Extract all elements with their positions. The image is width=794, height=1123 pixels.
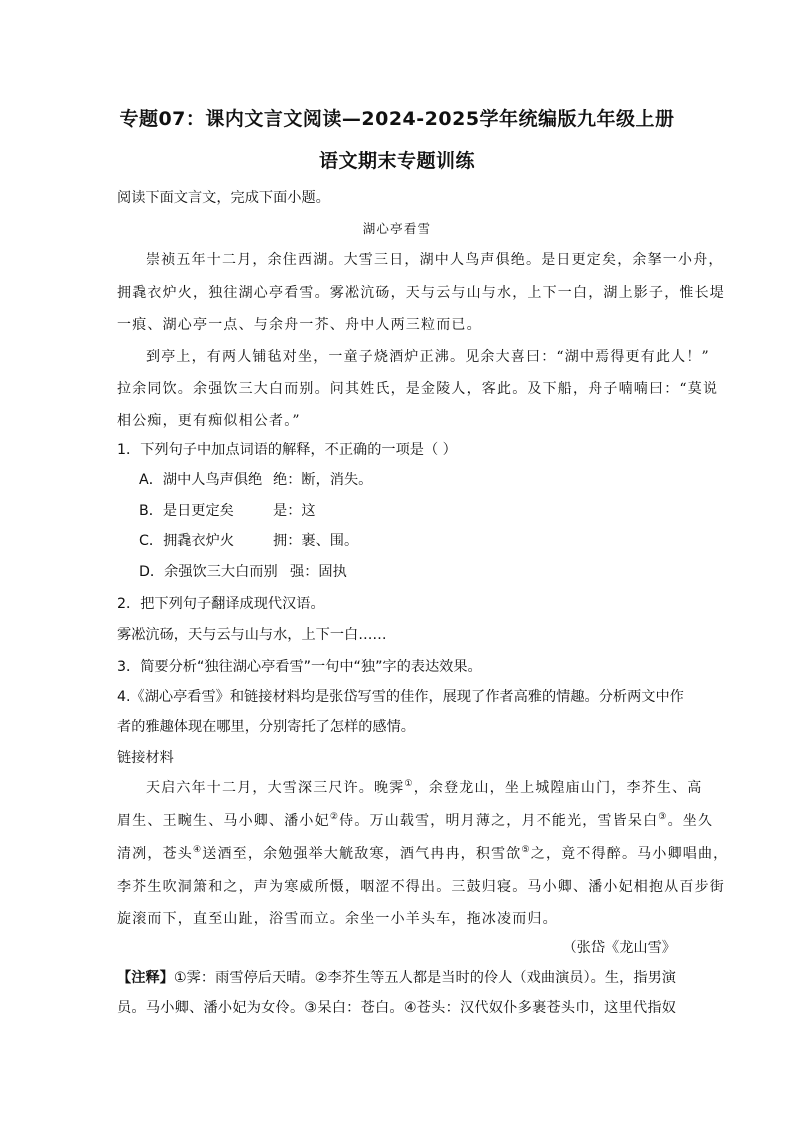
text-segment: 天启六年十二月，大雪深三尺许。晚霁: [146, 780, 405, 796]
link-material-line1: [146, 777, 703, 797]
passage-p1-line3: 一痕、湖心亭一点、与余舟一芥、舟中人两三粒而已。: [117, 317, 482, 333]
passage-p2-line2: 拉余同饮。余强饮三大白而别。问其姓氏，是金陵人，客此。及下船，舟子喃喃曰：“莫说: [117, 381, 719, 397]
notes-label: 【注释】: [117, 970, 174, 986]
note-marker: ⑤: [521, 845, 531, 855]
link-material-line3: [117, 843, 729, 863]
question-2-stem: 2．把下列句子翻译成现代汉语。: [117, 596, 325, 612]
doc-title-line1: 专题07：课内文言文阅读—2024-2025学年统编版九年级上册: [119, 108, 675, 130]
link-material-line2: [117, 810, 714, 830]
option-letter: C．: [139, 533, 164, 549]
link-material-source: （张岱《龙山雪》: [562, 940, 676, 956]
option-letter: D．: [139, 564, 165, 580]
passage-p1-line1: 崇祯五年十二月，余住西湖。大雪三日，湖中人鸟声俱绝。是日更定矣，余拏一小舟，: [146, 252, 724, 268]
question-1-option-a: [139, 469, 262, 489]
question-1-option-a-gloss: 绝：断，消失。: [273, 472, 373, 488]
option-sentence: 是日更定矣: [162, 503, 234, 519]
text-segment: ，余登龙山，坐上城隍庙山门，李芥生、高: [413, 780, 703, 796]
note-marker: ②: [329, 812, 340, 822]
question-1-option-b-gloss: 是：这: [273, 503, 316, 519]
link-material-label: 链接材料: [117, 750, 174, 766]
question-1-option-d-gloss: 强：固执: [290, 564, 347, 580]
question-2-sentence: 雾凇沆砀，天与云与山与水，上下一白……: [117, 627, 387, 643]
text-segment: 侍。万山载雪，明月薄之，月不能光，雪皆呆白: [339, 813, 659, 829]
question-1-option-d: [139, 561, 278, 581]
question-4-line1: 4.《湖心亭看雪》和链接材料均是张岱写雪的佳作，展现了作者高雅的情趣。分析两文中作: [117, 689, 684, 705]
question-1-option-b: [139, 500, 234, 520]
question-1-option-c-gloss: 拥：裹、围。: [273, 533, 359, 549]
link-material-line5: 旋滚而下，直至山趾，浴雪而立。余坐一小羊头车，拖冰凌而归。: [117, 911, 558, 927]
doc-title-line2: 语文期末专题训练: [318, 150, 475, 172]
question-3-stem: 3．简要分析“独往湖心亭看雪”一句中“独”字的表达效果。: [117, 659, 482, 675]
text-segment: 眉生、王畹生、马小卿、潘小妃: [117, 813, 330, 829]
note-marker: ①: [404, 779, 414, 789]
passage-p1-line2: 拥毳衣炉火，独往湖心亭看雪。雾凇沆砀，天与云与山与水，上下一白，湖上影子，惟长堤: [117, 285, 725, 301]
question-1-stem: 1．下列句子中加点词语的解释，不正确的一项是（ ）: [117, 442, 457, 458]
option-sentence: 拥毳衣炉火: [163, 533, 235, 549]
note-marker: ④: [193, 845, 203, 855]
notes-text: ①霁：雨雪停后天晴。②李芥生等五人都是当时的伶人（戏曲演员）。生，指男演: [173, 970, 676, 986]
link-material-line4: 李芥生吹洞箫和之，声为寒威所慑，咽涩不得出。三鼓归寝。马小卿、潘小妃相抱从百步街: [117, 879, 725, 895]
passage-p2-line1: 到亭上，有两人铺毡对坐，一童子烧酒炉正沸。见余大喜曰：“湖中焉得更有此人！”: [146, 349, 710, 365]
text-segment: 清冽，苍头: [117, 846, 193, 862]
instruction-text: 阅读下面文言文，完成下面小题。: [117, 190, 330, 206]
option-sentence: 湖中人鸟声俱绝: [162, 472, 263, 488]
option-letter: A．: [139, 472, 163, 488]
notes-line2: 员。马小卿、潘小妃为女伶。③呆白：苍白。④苍头：汉代奴仆多裹苍头巾，这里代指奴: [117, 1000, 676, 1016]
note-marker: ③: [658, 812, 668, 822]
text-segment: 。坐久: [667, 813, 714, 829]
passage-p2-line3: 相公痴，更有痴似相公者。”: [117, 413, 301, 429]
notes-line1: [117, 967, 676, 987]
text-segment: 之，竟不得醉。马小卿唱曲，: [530, 846, 729, 862]
text-segment: 送酒至，余勉强举大觥敌寒，酒气冉冉，积雪欱: [202, 846, 522, 862]
question-1-option-c: [139, 530, 234, 550]
option-letter: B．: [139, 503, 163, 519]
passage-heading: 湖心亭看雪: [362, 221, 432, 236]
question-4-line2: 者的雅趣体现在哪里，分别寄托了怎样的感情。: [117, 719, 415, 735]
option-sentence: 余强饮三大白而别: [164, 564, 278, 580]
